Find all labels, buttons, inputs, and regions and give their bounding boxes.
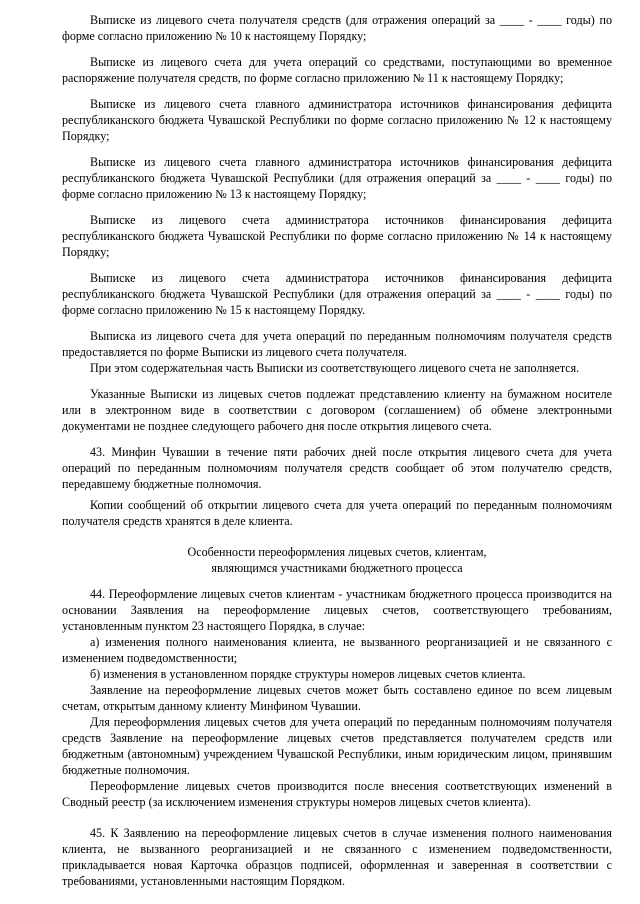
paragraph: Выписке из лицевого счета главного администратора источников финансирования дефицита республиканского бюджета Чувашской Республики по форме согласно приложению № 12 к настоящему Порядку; bbox=[62, 97, 612, 143]
paragraph: Выписка из лицевого счета для учета операций по переданным полномочиям получателя средств предоставляется по форме Выписки из лицевого счета получателя. bbox=[62, 329, 612, 359]
paragraph: Выписке из лицевого счета администратора источников финансирования дефицита республиканского бюджета Чувашской Республики (для отражения операций за ____ - ____ годы) по форме согласно приложению № 15 к настоящему Порядку. bbox=[62, 271, 612, 317]
paragraph: При этом содержательная часть Выписки из соответствующего лицевого счета не заполняется. bbox=[90, 361, 580, 375]
paragraph: Копии сообщений об открытии лицевого счета для учета операций по переданным полномочиям получателя средств хранятся в деле клиента. bbox=[62, 498, 612, 528]
paragraph: 44. Переоформление лицевых счетов клиентам - участникам бюджетного процесса производится на основании Заявления на переоформление лицевых счетов, соответствующего требованиям, установленным пунктом 23 настоящего Порядка, в случае: bbox=[62, 587, 612, 633]
paragraph: Выписке из лицевого счета главного администратора источников финансирования дефицита республиканского бюджета Чувашской Республики (для отражения операций за ____ - ____ годы) по форме согласно приложению № 13 к настоящему Порядку; bbox=[62, 155, 612, 201]
paragraph: Переоформление лицевых счетов производится после внесения соответствующих изменений в Сводный реестр (за исключением изменения структуры номеров лицевых счетов клиента). bbox=[62, 779, 612, 809]
paragraph: Выписке из лицевого счета администратора источников финансирования дефицита республиканского бюджета Чувашской Республики по форме согласно приложению № 14 к настоящему Порядку; bbox=[62, 213, 612, 259]
paragraph: Выписке из лицевого счета для учета операций со средствами, поступающими во временное распоряжение получателя средств, по форме согласно приложению № 11 к настоящему Порядку; bbox=[62, 55, 612, 85]
paragraph: Заявление на переоформление лицевых счетов может быть составлено единое по всем лицевым счетам, открытым данному клиенту Минфином Чувашии. bbox=[62, 683, 612, 713]
paragraph: Выписке из лицевого счета получателя средств (для отражения операций за ____ - ____ годы) по форме согласно приложению № 10 к настоящему Порядку; bbox=[62, 13, 612, 43]
paragraph: 45. К Заявлению на переоформление лицевых счетов в случае изменения полного наименования клиента, не вызванного реорганизацией и не связанного с изменением подведомственности, прикладывается новая Карточка образцов подписей, оформленная и заверенная в соответствии с требованиями, установленными настоящим Порядком. bbox=[62, 826, 612, 888]
section-heading: являющимся участниками бюджетного процесса bbox=[211, 561, 463, 575]
paragraph: 43. Минфин Чувашии в течение пяти рабочих дней после открытия лицевого счета для учета операций по переданным полномочиям получателя средств сообщает об этом получателю средств, передавшему бюджетные полномочия. bbox=[62, 445, 612, 491]
paragraph: Указанные Выписки из лицевых счетов подлежат представлению клиенту на бумажном носителе или в электронном виде в соответствии с договором (соглашением) об обмене электронными документами не позднее следующего рабочего дня после открытия лицевого счета. bbox=[62, 387, 612, 433]
paragraph: Для переоформления лицевых счетов для учета операций по переданным полномочиям получателя средств Заявление на переоформление лицевых счетов представляется получателем средств или бюджетным (автономным) учреждением Чувашской Республики, иным юридическим лицом, принявшим бюджетные полномочия. bbox=[62, 715, 612, 777]
list-item: а) изменения полного наименования клиента, не вызванного реорганизацией и не связанного с изменением подведомственности; bbox=[62, 635, 612, 665]
section-heading: Особенности переоформления лицевых счетов, клиентам, bbox=[187, 545, 487, 559]
list-item: б) изменения в установленном порядке структуры номеров лицевых счетов клиента. bbox=[90, 667, 526, 681]
